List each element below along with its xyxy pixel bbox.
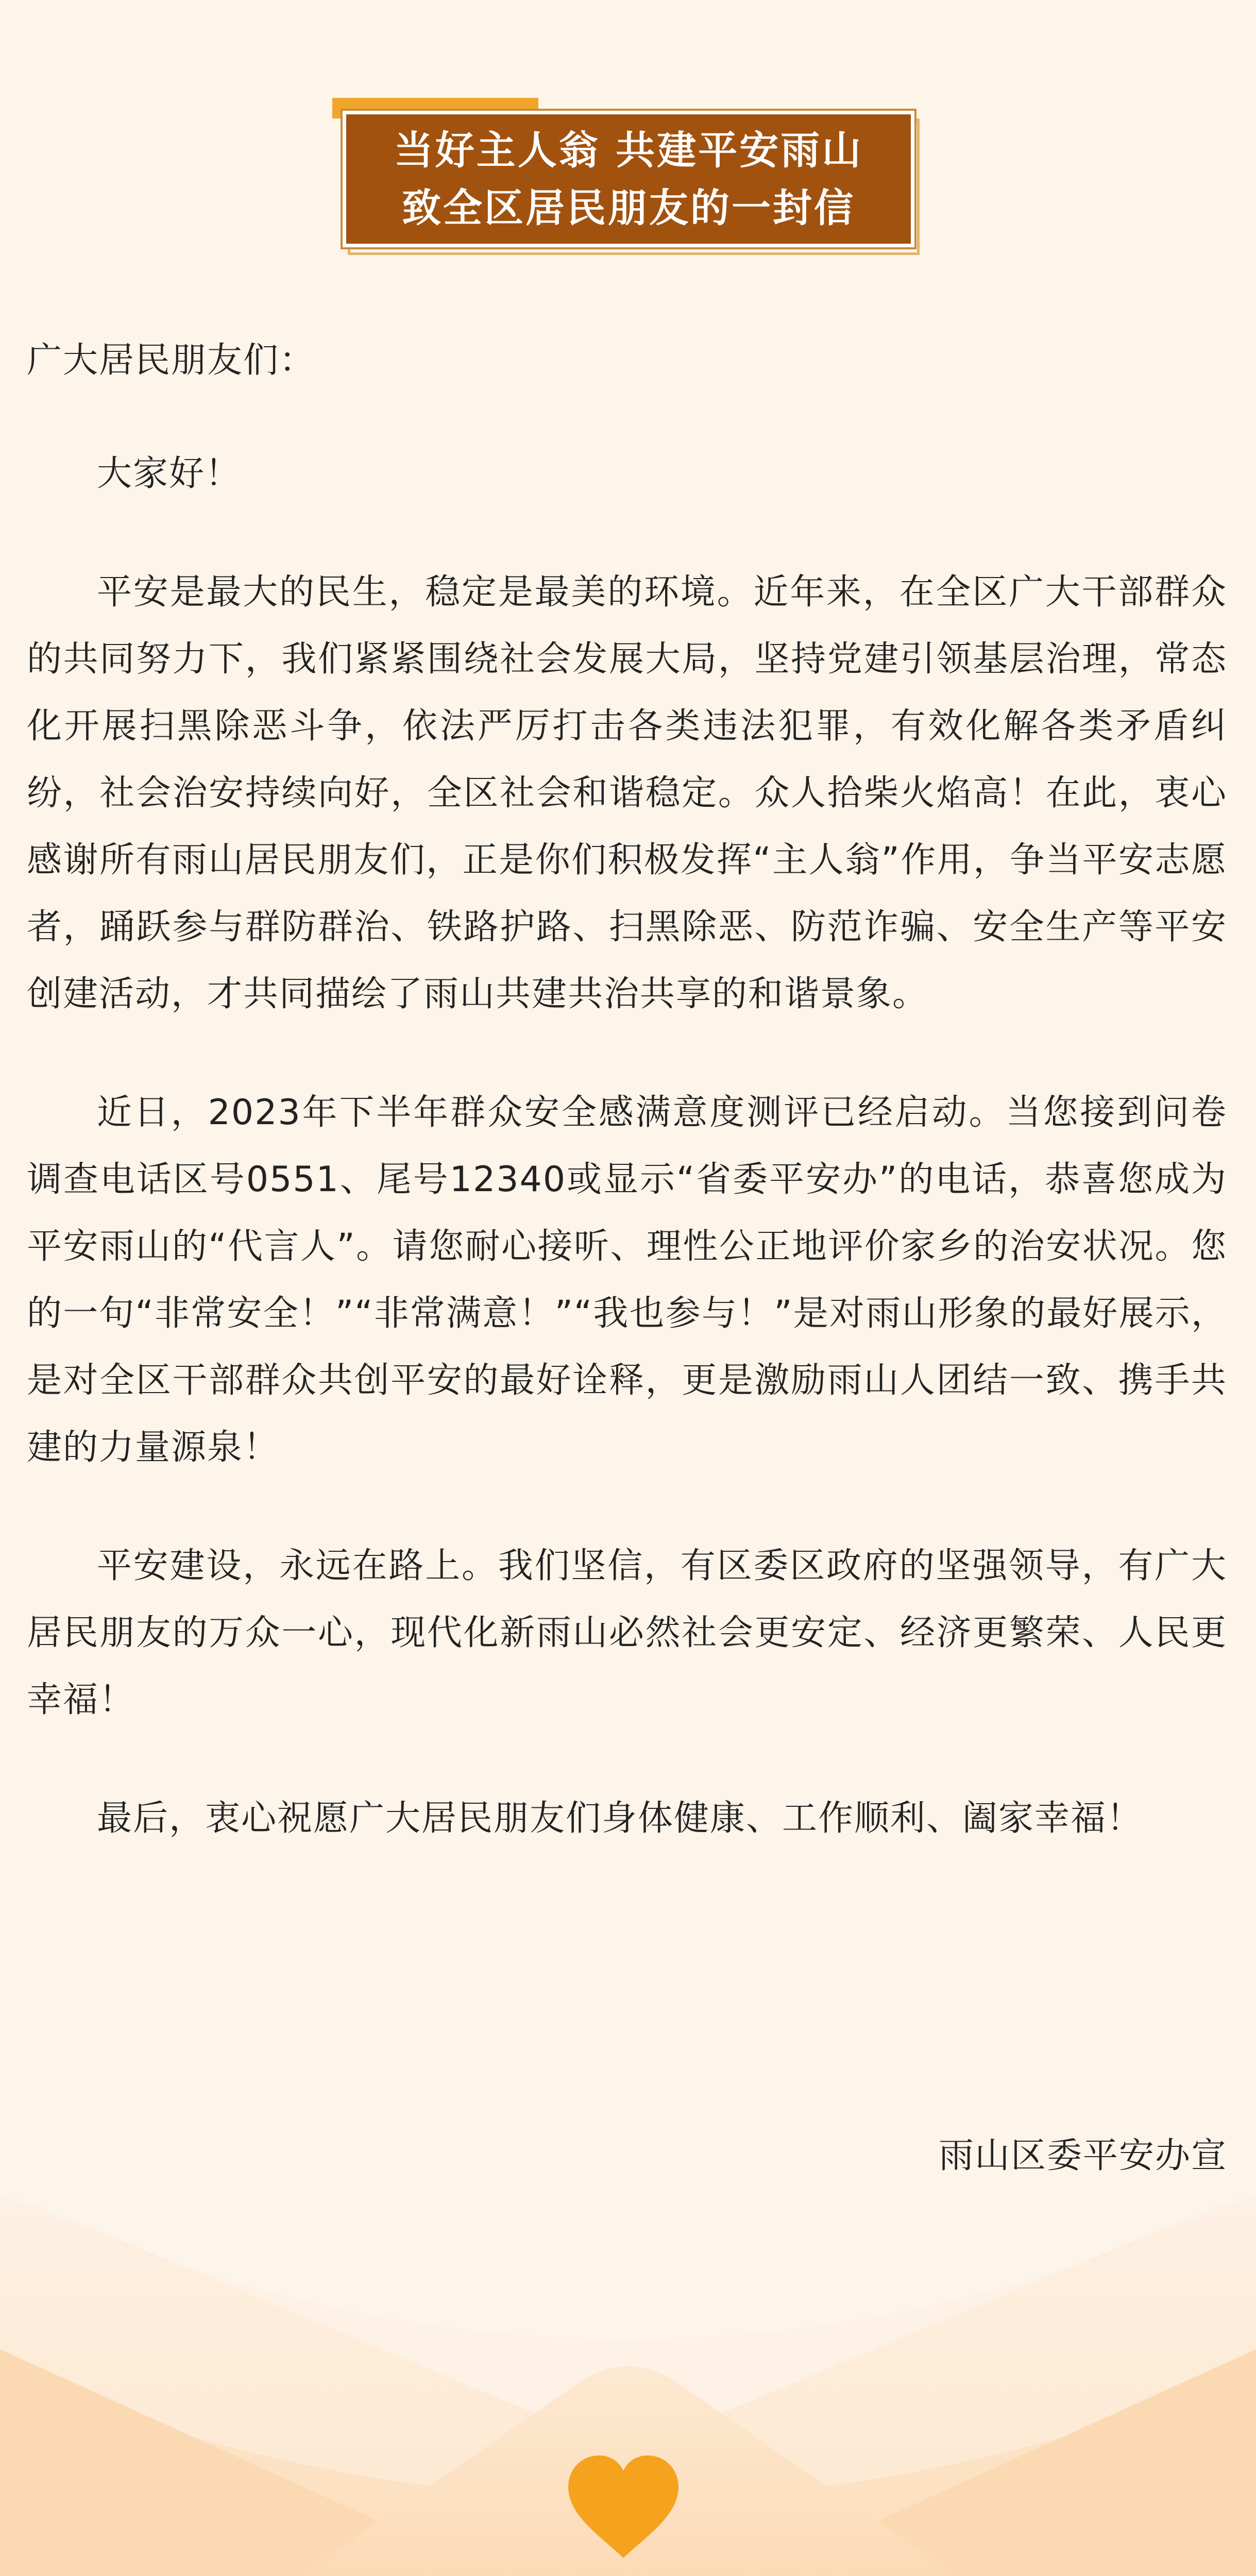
title-banner — [330, 98, 922, 258]
paragraph-closing: 最后，衷心祝愿广大居民朋友们身体健康、工作顺利、阖家幸福！ — [97, 1798, 1143, 1839]
paragraph-vision: 平安建设，永远在路上。我们坚信，有区委区政府的坚强领导，有广大居民朋友的万众一心，现代化新雨山必然社会更安定、经济更繁荣、人民更幸福！ — [27, 1546, 1227, 1720]
letter-body — [27, 327, 1227, 1904]
heart-icon — [564, 2452, 683, 2563]
title-line-2: 致全区居民朋友的一封信 — [402, 184, 855, 231]
title-box — [343, 111, 914, 247]
paragraph-survey: 近日，2023年下半年群众安全感满意度测评已经启动。当您接到问卷调查电话区号0551、尾号12340或显示“省委平安办”的电话，恭喜您成为平安雨山的“代言人”。请您耐心接听、理性公正地评价家乡的治安状况。您的一句“非常安全！”“非常满意！”“我也参与！”是对雨山形象的最好展示，是对全区干部群众共创平安的最好诠释，更是激励雨山人团结一致、携手共建的力量源泉！ — [27, 1092, 1227, 1468]
salutation: 广大居民朋友们： — [27, 340, 316, 381]
title-line-1: 当好主人翁 共建平安雨山 — [394, 127, 863, 173]
signature: 雨山区委平安办宣 — [938, 2136, 1227, 2176]
paragraph-greeting: 大家好！ — [97, 453, 242, 494]
paragraph-intro: 平安是最大的民生，稳定是最美的环境。近年来，在全区广大干部群众的共同努力下，我们紧紧围绕社会发展大局，坚持党建引领基层治理，常态化开展扫黑除恶斗争，依法严厉打击各类违法犯罪，有效化解各类矛盾纠纷，社会治安持续向好，全区社会和谐稳定。众人拾柴火焰高！在此，衷心感谢所有雨山居民朋友们，正是你们积极发挥“主人翁”作用，争当平安志愿者，踊跃参与群防群治、铁路护路、扫黑除恶、防范诈骗、安全生产等平安创建活动，才共同描绘了雨山共建共治共享的和谐景象。 — [27, 572, 1227, 1014]
